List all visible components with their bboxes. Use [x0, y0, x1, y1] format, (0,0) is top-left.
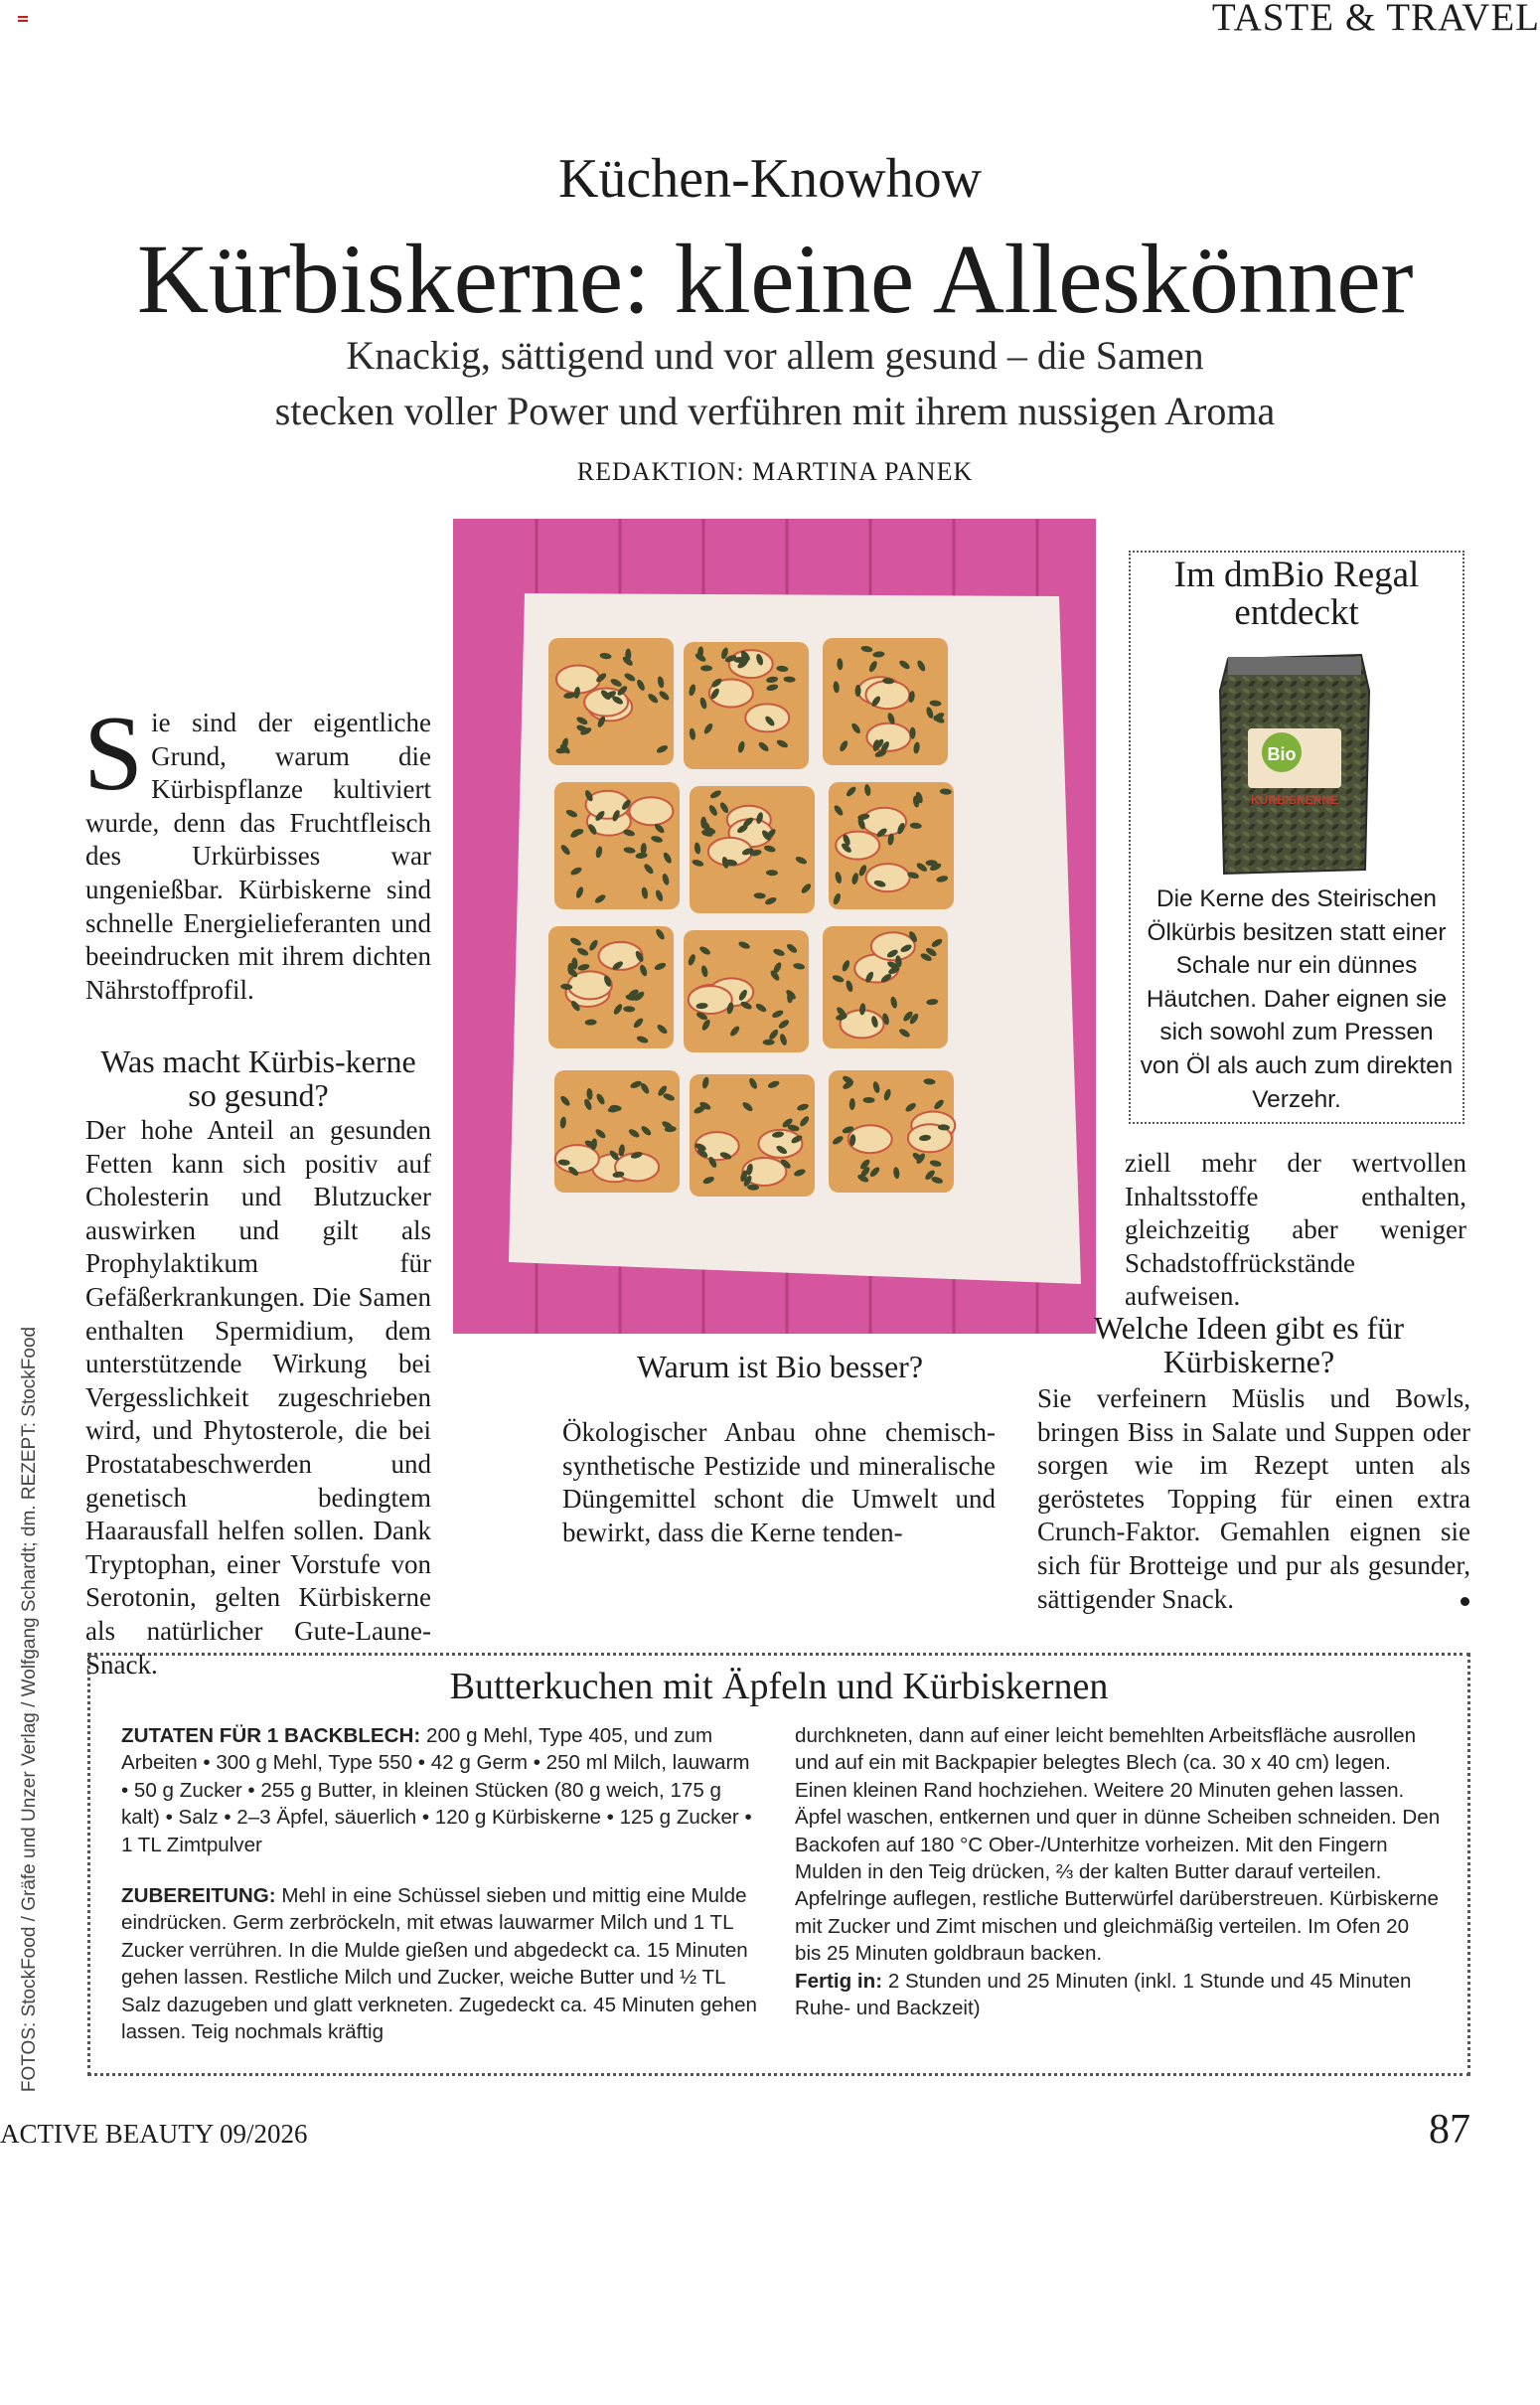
cake-piece: [829, 782, 954, 909]
intro-text: ie sind der eigentliche Grund, warum die Kürbispflanze kultiviert wurde, denn das Fruchtfleisch des Urkürbisses war ungenießbar. Kürbiskerne sind schnelle Energielieferanten und beeindrucken mit ihrem dichten Nährstoffprofil.: [85, 708, 431, 1005]
ingredients-text: 200 g Mehl, Type 405, und zum Arbeiten • 300 g Mehl, Type 550 • 42 g Germ • 250 ml Milch, lauwarm • 50 g Zucker • 255 g Butter, in kleinen Stücken (80 g weich, 175 g kalt) • Salz • 2–3 Äpfel, säuerlich • 120 g Kürbiskerne • 125 g Zucker • 1 TL Zimtpulver: [121, 1724, 752, 1856]
cake-piece: [548, 926, 674, 1048]
apple-slice: [729, 650, 773, 678]
text-bio: Ökologischer Anbau ohne chemisch-synthetische Pestizide und mineralische Düngemittel schont die Umwelt und bewirkt, dass die Kerne tenden-: [562, 1417, 996, 1547]
cake-piece: [554, 1070, 680, 1193]
cake-piece: [823, 926, 948, 1048]
subtitle: [0, 328, 1540, 439]
recipe-title: Butterkuchen mit Äpfeln und Kürbiskernen: [449, 1666, 1109, 1707]
heading-ideen: Welche Ideen gibt es für Kürbiskerne?: [1094, 1310, 1404, 1379]
prep-label: ZUBEREITUNG:: [121, 1884, 276, 1908]
recipe-time: [795, 1968, 1441, 2022]
subtitle-line-1: Knackig, sättigend und vor allem gesund – die Samen: [346, 333, 1204, 378]
drop-cap: S: [83, 695, 144, 813]
intro-paragraph: [83, 695, 431, 1007]
cake-piece: [684, 642, 809, 769]
cake-piece: [554, 782, 680, 909]
pumpkin-seed: [700, 665, 712, 671]
cake-piece: [690, 786, 815, 913]
apple-slice: [689, 986, 732, 1014]
publication-name: ACTIVE BEAUTY 09/2026: [0, 2119, 308, 2149]
kicker: Küchen-Knowhow: [557, 148, 983, 210]
heading-bio: Warum ist Bio besser?: [636, 1349, 924, 1384]
product-brand: Bio: [1267, 744, 1297, 764]
text-ideen: Sie verfeinern Müslis und Bowls, bringen Biss in Salate und Suppen oder sorgen wie im Rezept unten als geröstetes Topping für einen extra Crunch-Faktor. Gemahlen eignen sie sich für Brotteige und pur als gesunder, sättigender Snack.: [1037, 1383, 1470, 1614]
time-label: Fertig in:: [795, 1969, 883, 1993]
product-bag-illustration: [1214, 651, 1375, 878]
page-number: 87: [1429, 2107, 1470, 2153]
byline: REDAKTION: MARTINA PANEK: [576, 457, 974, 486]
sidebar-title: Im dmBio Regal entdeckt: [1173, 555, 1420, 633]
apple-slice: [629, 797, 673, 825]
cake-photo: [453, 519, 1096, 1334]
headline: Kürbiskerne: kleine Alleskönner: [136, 224, 1414, 334]
apple-slice: [866, 864, 910, 891]
heading-gesund: Was macht Kürbis-kerne so gesund?: [100, 1043, 416, 1113]
photo-credit: FOTOS: StockFood / Gräfe und Unzer Verlag / Wolfgang Schardt; dm. REZEPT: StockFood: [19, 1326, 40, 2093]
flag-icon: [18, 16, 28, 23]
cake-piece: [690, 1074, 815, 1197]
recipe-column-2: [795, 1722, 1441, 2021]
product-name: KÜRBISKERNE: [1250, 793, 1339, 807]
text-gesund: Der hohe Anteil an gesunden Fetten kann sich positiv auf Cholesterin und Blutzucker auswirken und gilt als Prophylaktikum für Gefäßerkrankungen. Die Samen enthalten Spermidium, dem unterstützende Wirkung bei Vergesslichkeit zugeschrieben wird, und Phytosterole, die bei Prostatabeschwerden und genetisch bedingtem Haarausfall helfen sollen. Dank Tryptophan, einer Vorstufe von Serotonin, gelten Kürbiskerne als natürlicher Gute-Laune-Snack.: [85, 1115, 431, 1680]
pumpkin-seed: [763, 1040, 775, 1045]
time-text: 2 Stunden und 25 Minuten (inkl. 1 Stunde und 45 Minuten Ruhe- und Backzeit): [795, 1969, 1412, 2020]
ingredients-label: ZUTATEN FÜR 1 BACKBLECH:: [121, 1724, 421, 1747]
cake-piece: [829, 1070, 955, 1193]
recipe-preparation: [121, 1882, 757, 2045]
pumpkin-seed: [910, 727, 916, 739]
cake-piece: [548, 638, 674, 765]
sidebar-text: Die Kerne des Steirischen Ölkürbis besitzen statt einer Schale nur ein dünnes Häutchen. Daher eignen sie sich sowohl zum Pressen von Öl als auch zum direkten Verzehr.: [1140, 885, 1454, 1113]
prep-text-1: Mehl in eine Schüssel sieben und mittig eine Mulde eindrücken. Germ zerbröckeln, mit etwas lauwarmer Milch und 1 TL Zucker verrühren. In die Mulde gießen und abgedeckt ca. 15 Minuten gehen lassen. Restliche Milch und Zucker, weiche Butter und ½ TL Salz dazugeben und glatt verkneten. Zugedeckt ca. 45 Minuten gehen lassen. Teig nochmals kräftig: [121, 1884, 757, 2044]
text-bio-continued: ziell mehr der wertvollen Inhaltsstoffe enthalten, gleichzeitig aber weniger Schadstoffrückstände aufweisen.: [1125, 1148, 1466, 1312]
subtitle-line-2: stecken voller Power und verführen mit ihrem nussigen Aroma: [274, 389, 1276, 433]
product-image: [1214, 651, 1375, 878]
section-label: TASTE & TRAVEL: [1211, 0, 1540, 39]
prep-text-2: durchkneten, dann auf einer leicht bemehlten Arbeitsfläche ausrollen und auf ein mit Backpapier belegtes Blech (ca. 30 x 40 cm) legen. Einen kleinen Rand hochziehen. Weitere 20 Minuten gehen lassen. Äpfel waschen, entkernen und quer in dünne Scheiben schneiden. Den Backofen auf 180 °C Ober-/Unterhitze vorheizen. Mit den Fingern Mulden in den Teig drücken, ⅔ der kalten Butter darauf verteilen. Apfelringe auflegen, restliche Butterwürfel darüberstreuen. Kürbiskerne mit Zucker und Zimt mischen und gleichmäßig verteilen. Im Ofen 20 bis 25 Minuten goldbraun backen.: [795, 1724, 1441, 1966]
recipe-column-1: [121, 1722, 757, 2045]
cake-piece: [823, 638, 948, 765]
recipe-ingredients: [121, 1722, 757, 1858]
end-mark: [1461, 1597, 1469, 1606]
cake-photo-illustration: [453, 519, 1096, 1334]
cake-piece: [684, 930, 809, 1052]
